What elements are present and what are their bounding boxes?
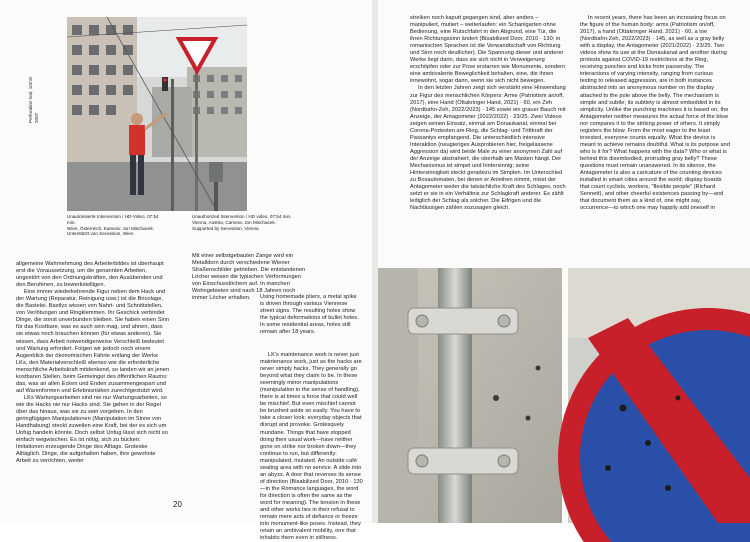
sign-drawing: [568, 268, 750, 523]
right-page: [378, 0, 750, 523]
paragraph: LK's maintenance work is never just maintenance work, just as the hacks are never simply hacks. They generally go beyond what they claim to be. In these seemingly minor manipulations (manipulation in the sense of handling), there is at times a force that could well be mischief. But even mischief cannot be brushed aside so easily. You have to take a closer look: everyday objects that disrupt and provoke. Grotesquely mundane. Things that have stopped doing their usual work—have neither gone on strike nor broken down—they continue to run, but differently: manipulated, mutated. An outside café seating area with no service. A slide into an abyss. A door that reverses its sense of direction (Bisabilized Door, 2010 · 130—in the Romance languages, the word for direction is often the same as the word for meaning). The tension in these and other works lies in their refusal to remain mere acts of defiance or freeze into monument-like poses. Instead, they retain an ambivalent mobility, one that inhabits them even in stillness.: [260, 352, 363, 542]
vertical-caption-line: Perforation tool, 10mm: [28, 76, 33, 123]
caption-line: Wien, Österreich, Kamera: Jon Mischacek.: [67, 225, 155, 231]
left-page: [0, 0, 372, 542]
vertical-caption-line: 2007: [33, 112, 39, 123]
street-intervention-photo: [67, 17, 247, 211]
text-german-main: [16, 261, 170, 517]
no-stopping-sign-photo: [568, 268, 750, 523]
caption-line: Unauthorized Intervention / HD video, 07:54 min.: [192, 214, 292, 219]
caption-english: [192, 214, 302, 231]
page-number: 20: [173, 500, 182, 509]
paragraph: Using homemade pliers, a metal spike is driven through various Viennese street signs. The resulting holes show the typical deformations of bullet holes. In some residential areas, holes still remain after 18 years.: [260, 294, 359, 336]
paragraph: In den letzten Jahren zeigt sich verstärkt eine Hinwendung zur Figur des menschlichen Körpers: Arme (Patriotism an/off, 2017), eine Hand (Ottakringer Hand, 2021) · 60, ein Zeh (Nordbahn-Zeh, 2022/2023) · 145 sowie ein grauer Bauch mit Anzeige, der Antagometer (2022/2022) · 23/25. Zwei Videos zeigen seinen Einsatz, einmal am Donaukanal, einmal bei Corona-Protesten am Ring, die Schlag- und Trittkraft der Passantys empfangend. Die unterschiedlich intensive Interaktion (neugieriges Ausprobieren hier, freigelassene Aggression da) wird beide Male zu einer anonymen Zahl auf der Anzeige abstrahiert, die oberhalb am Masten hängt. Der Mechanismus ist simpel und hintersinnig; seine Hintersinnigkeit steckt geradezu im Simplen. Im Unterschied zu Boxautomaten, bei denen er Anleihen nimmt, misst der Antagometer weder die tatsächliche Kraft des Schlages, noch setzt er sie in ein Verhältnis zur Schlagkraft anderer. Es zählt lediglich der Schlag als solcher. Die Eifrigen und die Nachlässigen zählen sozusagen gleich.: [410, 85, 566, 212]
street-photo-drawing: [67, 17, 247, 211]
caption-line: Unterstützt von Secession, Wien: [67, 231, 134, 237]
caption-line: Unautorisierte Intervention / HD-Video, 07:54 min.: [67, 214, 159, 225]
paragraph: allgemeine Wahrnehmung des Arbeiterbildes ist überhaupt erst die Voraussetzung, um die genannten Arbeiten, ungestört von den Ordnungskräften, den Ausübenden und den Berufenen, zu bewerkstelligen.: [16, 261, 164, 289]
caption-line: Supported by Secession, Vienna: [192, 225, 259, 231]
paragraph: Eine immer wiederkehrende Figur neben dem Hack und der Wartung (Reparatur, Reinigung usw.) ist die Bricolage, die Bastelei. Bastlys wissen von Nahrt- und Schnittstellen, von Verlötungen und Ringklemmen. Ihr Geschick verbindet Dinge, die sonst unverbunden bleiben. Sie haben einen Sinn für das Kostbare, was es auch sein mag, und ahnen, dass sie etwas noch brauchen können (für etwas anderes). Sie wissen, dass Arbeit notwendigerweise Verschleiß bedeutet und Wartung erfordert. Folgen wir jedoch noch einem Augenblick der ökonomischen Fährte entlang der Werke LKs, den Materialverschleiß ebenso wie die erforderliche menschliche Arbeitskraft mitdenkend, so landen wir an jenen kostbaren Stellen, beim Gemeingut des öffentlichen Raums: das, was an allen Ecken und Enden zusammengespart und auf Warenformen und Erlebnisrisiken zurechtgestutzt wird.: [16, 289, 170, 394]
paragraph: streiken noch kaputt gegangen sind, aber anders – manipuliert, mutiert – weiterlaufen: ein Schanigarten ohne Bedienung, eine Rutschfahrt in den Abgrund, eine Tür, die ihren Richtungssinn ändert (Bisabilized Door, 2010 · 130; in romanischen Sprachen ist die Verwandtschaft von Richtung und Sinn noch deutlicher). Die Spannung dieser und anderer Werke liegt darin, dass sie sich nicht in Verweigerung erschöpfen oder zur Pose erstarren wie Monumente, sondern eine ambivalente Beweglichkeit behalten, eine, die ihnen innewohnt, sogar dann, wenn sie sich nicht bewegen.: [410, 15, 566, 85]
caption-line: Vienna, Austria, Camera: Jon Mischacek.: [192, 219, 276, 225]
paragraph: LKs Wartungsarbeiten sind nie nur Wartungsarbeiten, so wie die Hacks nie nur Hacks sind. Sie gehen in der Regel über das hinaus, was sie zu sein vorgeben. In den geringfügigen Manipulationen (Manipulation im Sinne von Handhabung) steckt zuweilen eine Kraft, bei der es sich um Unfug handeln könnte. Doch selbst Unfug lässt sich nicht so einfach wegwischen. Es ist nötig, sich zu bücken: Imitationen erzeugende Dinge des Alltags. Groteske Alltäglich. Dinge, die aufgehalten haben, ihre gewohnte Arbeit zu verrichten, weder: [16, 394, 168, 465]
caption-german: [67, 214, 167, 237]
text-english-main: [260, 352, 363, 542]
text-german-right: [410, 15, 568, 251]
text-english-right: [580, 15, 730, 251]
vertical-caption: [28, 77, 39, 123]
text-english-upper: [260, 294, 360, 342]
bracket-photo: [378, 268, 562, 523]
paragraph: In recent years, there has been an increasing focus on the figure of the human body: arms (Patriotism on/off, 2017), a hand (Ottakringer Hand, 2021) · 60, a toe (Nordbahn-Zeh, 2022/2023) · 145, as well as a gray belly with a display, the Antagometer (2021/2022) · 23/25. Two videos show its use at the Donaukanal and another during protests against COVID-19 restrictions at the Ring, receiving punches and kicks from passersby. The interactions of varying intensity, ranging from curious testing to released aggression, are in both instances abstracted into an anonymous number on the display attached to the pole above the belly. The mechanism is simple and subtle; its subtlety is almost embedded in its simplicity. Unlike the punching machines it is based on, the Antagometer neither measures the actual force of the blow nor compares it to the striking power of others. It simply registers the blow. From the most eager to the least invested, everyone counts equally. What the device is meant to achieve remains doubtful. What is its purpose and who is it for? What happens with the data? Who or what is behind this disembodied, protruding gray belly? These questions must remain unanswered. In its silence, the Antagometer is also a caricature of the counting devices installed in smart cities around the world: display boards that count cyclists, workers, "flexible people" (Richard Sennett), and other cheerful existences passing by—and that document them as a kind of, one might say, occurrence—to which one may happily add oneself in: [580, 15, 730, 212]
paragraph: Mit einer selbstgebauten Zange wird ein Metalldorn durch verschiedene Wiener Straßenschilder getrieben. Die entstandenen Löcher weisen die typischen Verformungen von Einschusslöchern auf. In manchen Wohngebieten sind nach 18 Jahren noch immer Löcher erhalten.: [192, 253, 306, 302]
bracket-drawing: [378, 268, 562, 523]
text-german-upper: [192, 253, 310, 302]
